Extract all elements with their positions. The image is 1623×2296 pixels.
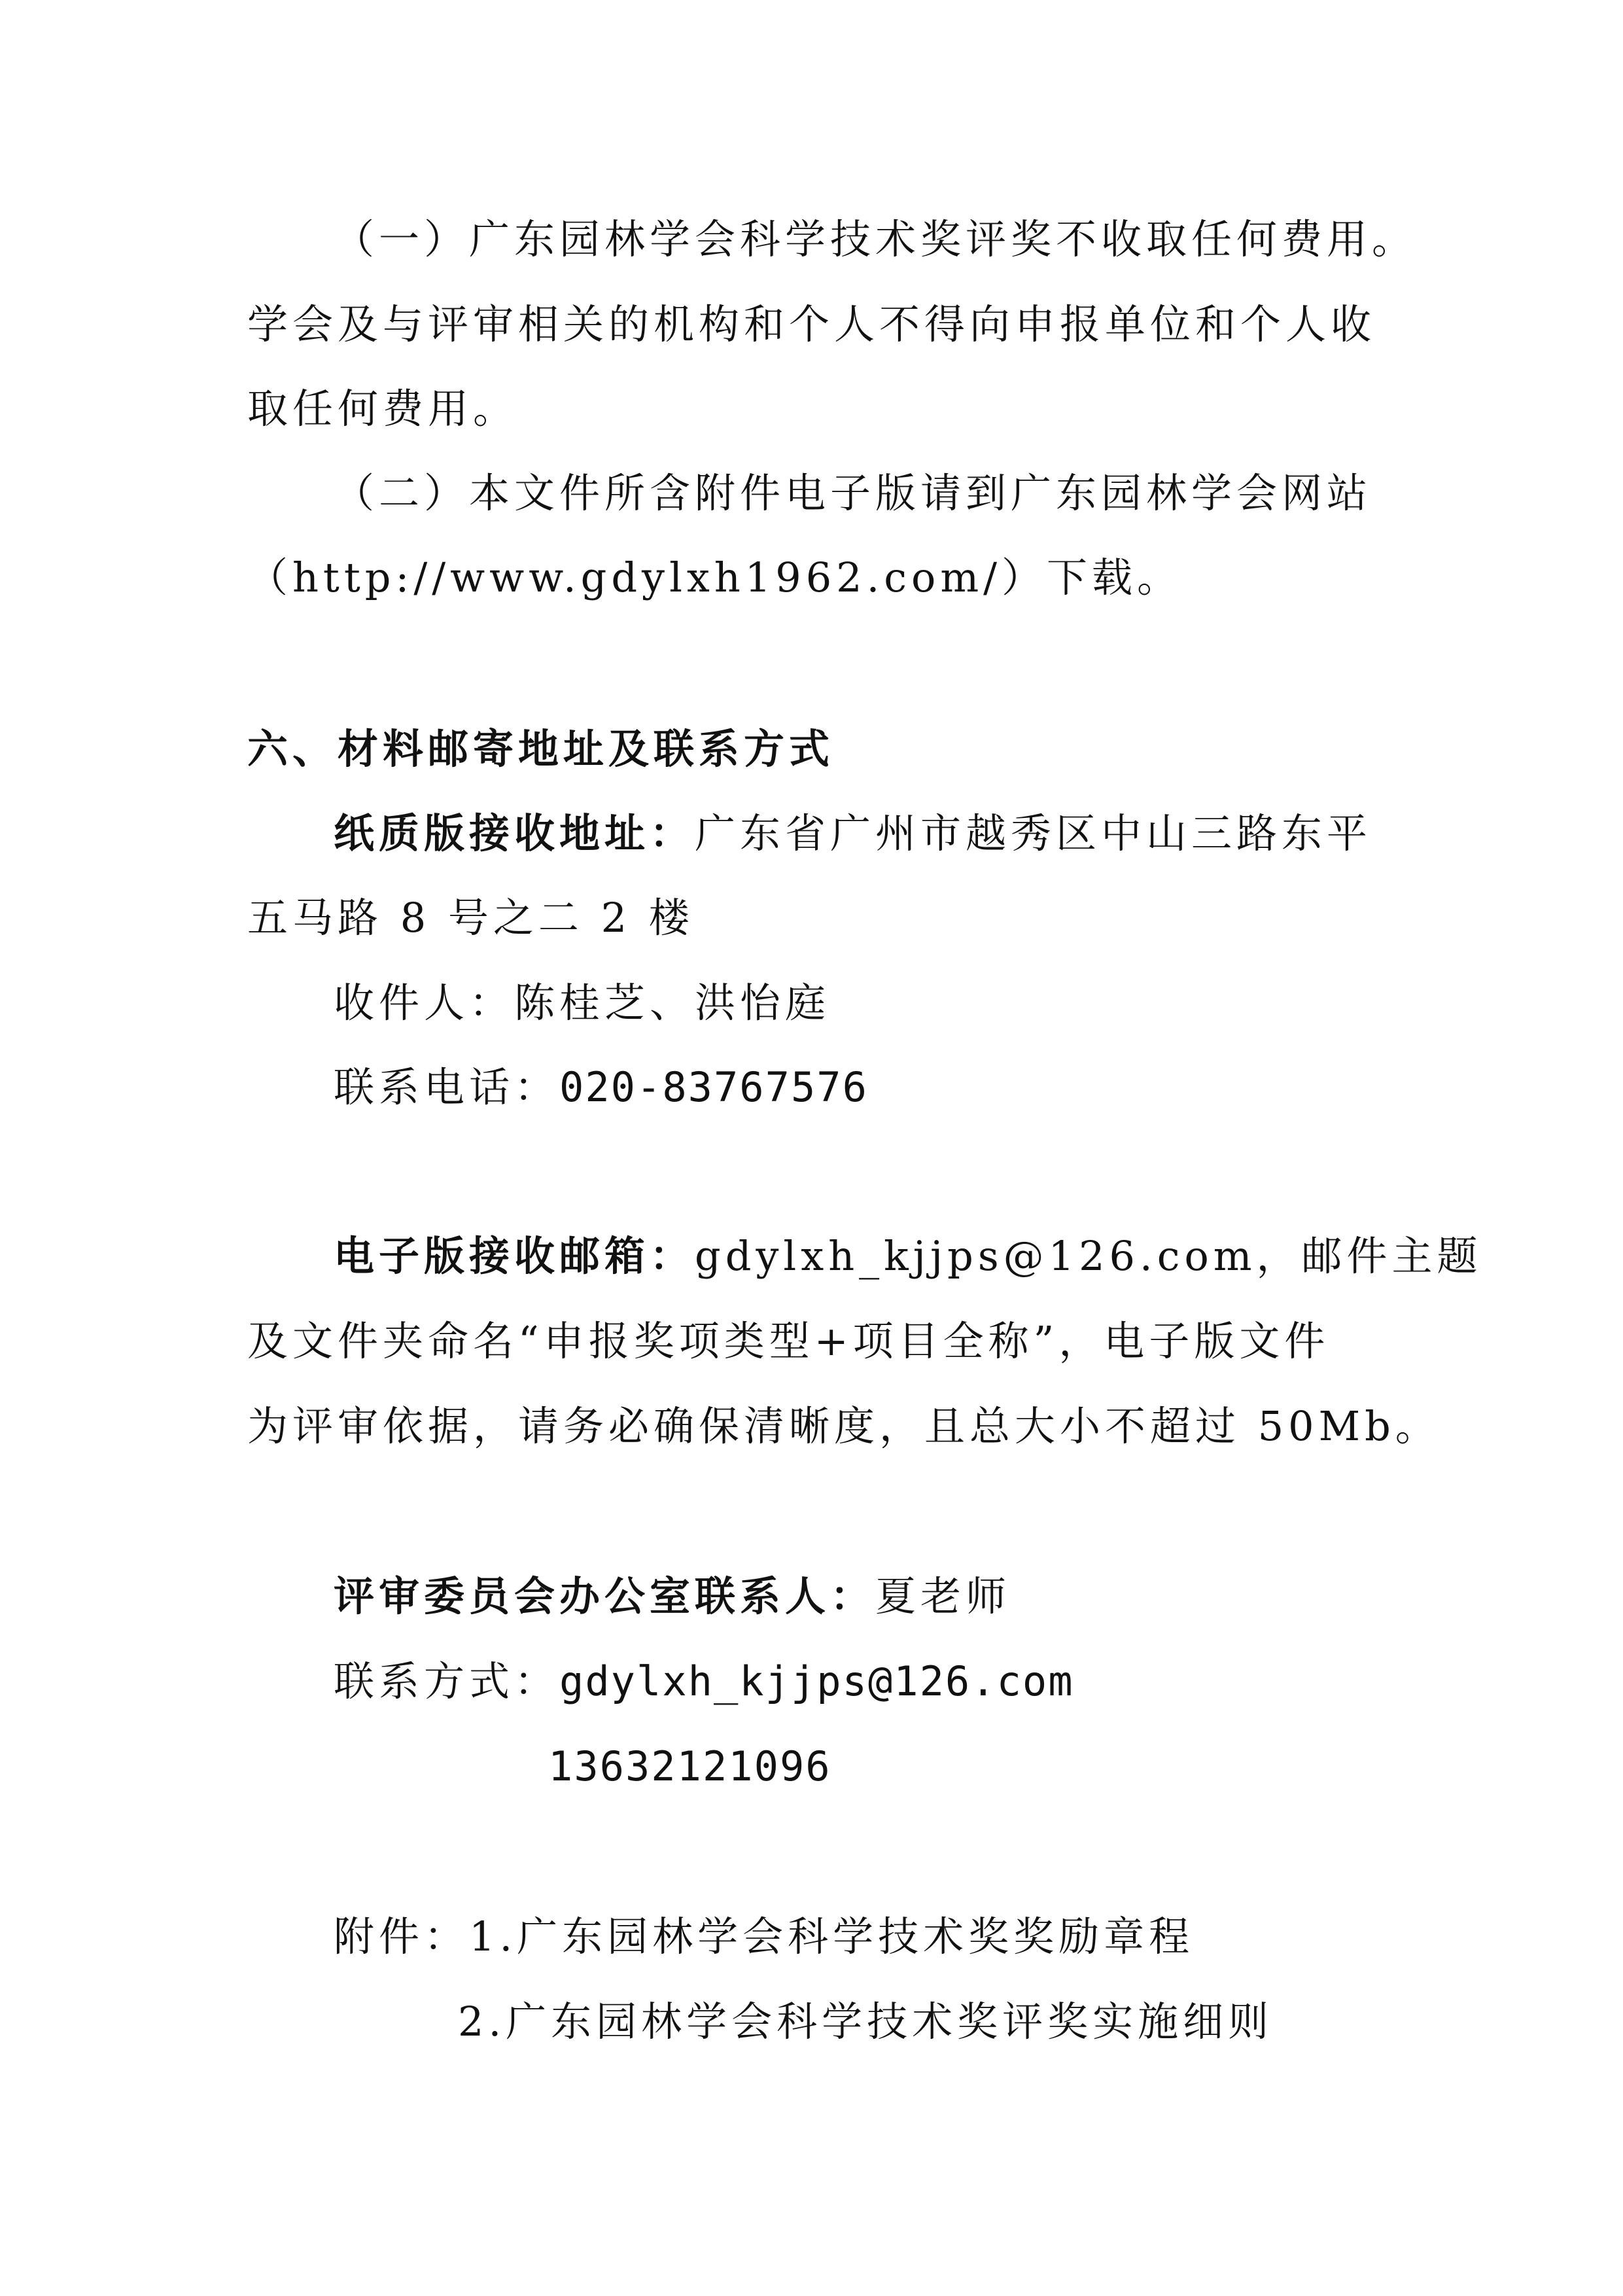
contact-phone: 13632121096 [548,1742,831,1790]
paper-address-line-1 [334,807,1372,860]
email-line-1 [334,1230,1482,1282]
phone-value: 020-83767576 [559,1063,868,1111]
note-1-line-2: 学会及与评审相关的机构和个人不得向申报单位和个人收 [247,300,1376,348]
email-line-1-text: gdylxh_kjjps@126.com，邮件主题 [695,1232,1482,1280]
phone-line [334,1061,868,1114]
attachment-item-2: 2.广东园林学会科学技术奖评奖实施细则 [458,1998,1274,2045]
recipient-label: 收件人： [334,979,515,1027]
office-contact-label: 评审委员会办公室联系人： [334,1572,876,1620]
paper-address-label: 纸质版接收地址： [334,809,695,857]
attachment-label: 附件： [334,1913,470,1960]
section-heading: 六、材料邮寄地址及联系方式 [247,725,835,773]
contact-email: gdylxh_kjjps@126.com [559,1657,1074,1705]
recipient-value: 陈桂芝、洪怡庭 [514,979,831,1027]
contact-method-line [334,1655,1074,1708]
phone-label: 联系电话： [334,1063,560,1111]
office-contact-value: 夏老师 [875,1572,1011,1620]
note-2-line-2: （http://www.gdylxh1962.com/）下载。 [247,554,1183,601]
email-line-3: 为评审依据，请务必确保清晰度，且总大小不超过 50Mb。 [247,1402,1440,1450]
attachment-line-1 [334,1911,1194,1963]
contact-method-label: 联系方式： [334,1657,560,1705]
recipient-line [334,977,830,1029]
note-2-line-1: （二）本文件所含附件电子版请到广东园林学会网站 [334,469,1372,517]
note-1-line-1: （一）广东园林学会科学技术奖评奖不收取任何费用。 [334,215,1418,263]
paper-address-value: 广东省广州市越秀区中山三路东平 [695,809,1372,857]
note-1-line-3: 取任何费用。 [247,385,519,433]
attachment-item-1: 1.广东园林学会科学技术奖奖励章程 [469,1913,1195,1960]
paper-address-line-2: 五马路 8 号之二 2 楼 [247,894,694,942]
email-label: 电子版接收邮箱： [334,1232,695,1280]
office-contact-line [334,1570,1011,1623]
email-line-2: 及文件夹命名“申报奖项类型+项目全称”，电子版文件 [247,1317,1330,1365]
